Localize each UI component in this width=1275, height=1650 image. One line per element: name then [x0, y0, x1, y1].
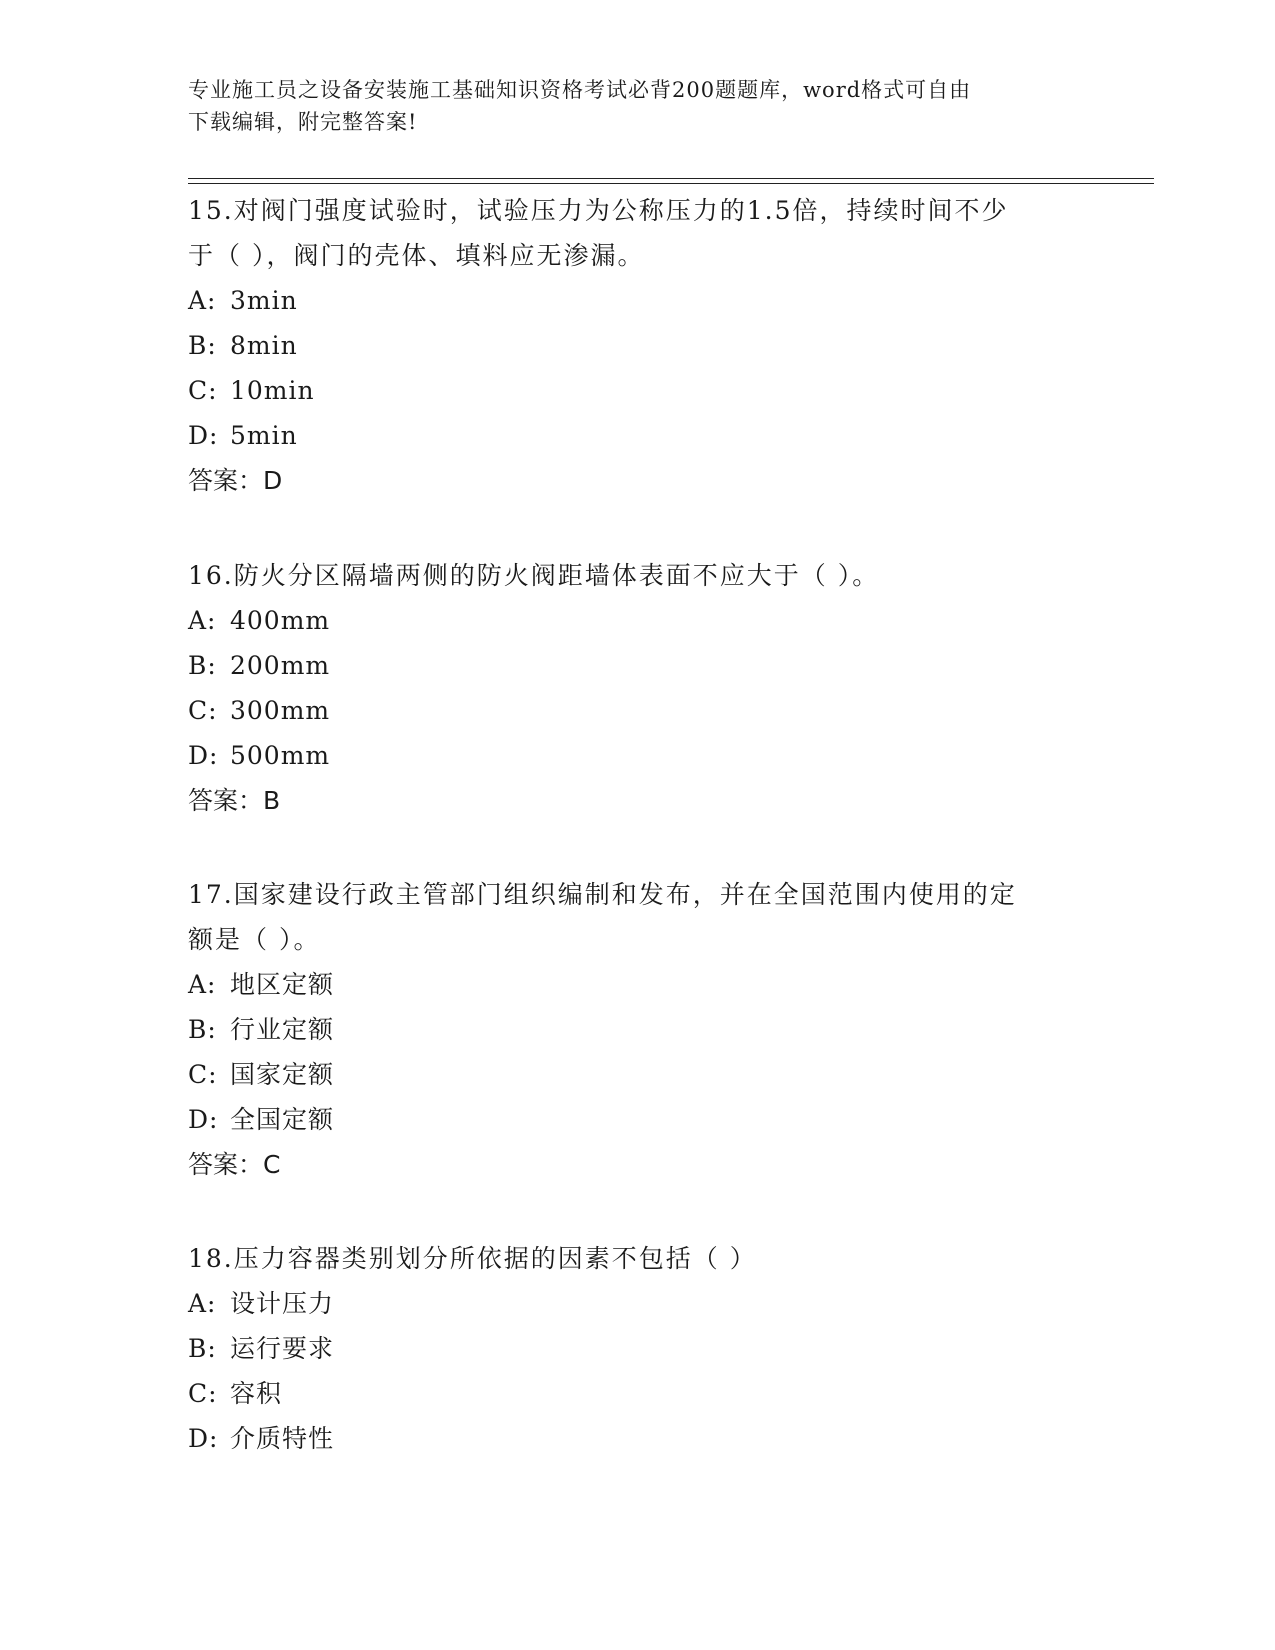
option-letter: A: [188, 606, 217, 635]
option-text: 设计压力 [230, 1289, 335, 1318]
question-text-line-2: 于（ ），阀门的壳体、填料应无渗漏。 [188, 241, 645, 270]
option-letter: D: [188, 421, 219, 450]
option-letter: B: [188, 331, 217, 360]
option-letter: A: [188, 970, 217, 999]
option-b [188, 643, 1088, 688]
option-letter: D: [188, 741, 219, 770]
option-a [188, 962, 1088, 1007]
question-text-line-1: 15.对阀门强度试验时，试验压力为公称压力的1.5倍，持续时间不少 [188, 196, 1009, 225]
question-text [188, 553, 1088, 598]
question-text-line-2: 额是（ ）。 [188, 925, 321, 954]
header-line-1: 专业施工员之设备安装施工基础知识资格考试必背200题题库，word格式可自由 [188, 78, 972, 102]
option-text: 介质特性 [230, 1424, 335, 1453]
header-line-2: 下载编辑，附完整答案! [188, 110, 418, 134]
option-d [188, 413, 1088, 458]
option-text: 全国定额 [230, 1105, 335, 1134]
document-header [188, 74, 1068, 138]
option-text: 500mm [230, 741, 331, 770]
option-letter: C: [188, 1060, 218, 1089]
option-text: 8min [230, 331, 298, 360]
question-text [188, 188, 1088, 278]
option-letter: B: [188, 1334, 217, 1363]
option-text: 地区定额 [230, 970, 335, 999]
option-a [188, 598, 1088, 643]
option-c [188, 688, 1088, 733]
question-16 [188, 553, 1088, 823]
option-letter: C: [188, 1379, 218, 1408]
option-text: 国家定额 [230, 1060, 335, 1089]
option-letter: A: [188, 1289, 217, 1318]
option-b [188, 323, 1088, 368]
option-text: 容积 [230, 1379, 283, 1408]
answer-line: 答案：D [188, 466, 283, 495]
option-letter: D: [188, 1105, 219, 1134]
option-letter: C: [188, 696, 218, 725]
question-17 [188, 872, 1088, 1187]
option-text: 10min [230, 376, 315, 405]
option-text: 3min [230, 286, 298, 315]
question-15 [188, 188, 1088, 503]
answer-line: 答案：C [188, 1150, 281, 1179]
option-c [188, 368, 1088, 413]
answer-line: 答案：B [188, 786, 281, 815]
option-letter: B: [188, 651, 217, 680]
option-d [188, 1416, 1088, 1461]
question-text-line-1: 16.防火分区隔墙两侧的防火阀距墙体表面不应大于（ ）。 [188, 561, 880, 590]
option-c [188, 1371, 1088, 1416]
option-text: 400mm [230, 606, 331, 635]
question-text-line-1: 18.压力容器类别划分所依据的因素不包括（ ） [188, 1244, 757, 1273]
option-text: 行业定额 [230, 1015, 335, 1044]
question-text [188, 1236, 1088, 1281]
option-a [188, 1281, 1088, 1326]
option-letter: D: [188, 1424, 219, 1453]
option-letter: B: [188, 1015, 217, 1044]
header-divider-bottom [188, 183, 1154, 184]
question-18 [188, 1236, 1088, 1461]
option-b [188, 1326, 1088, 1371]
question-text-line-1: 17.国家建设行政主管部门组织编制和发布，并在全国范围内使用的定 [188, 880, 1017, 909]
option-letter: A: [188, 286, 217, 315]
option-text: 300mm [230, 696, 331, 725]
option-d [188, 1097, 1088, 1142]
option-text: 运行要求 [230, 1334, 335, 1363]
header-divider-top [188, 178, 1154, 179]
option-text: 200mm [230, 651, 331, 680]
option-letter: C: [188, 376, 218, 405]
option-d [188, 733, 1088, 778]
option-c [188, 1052, 1088, 1097]
option-a [188, 278, 1088, 323]
option-b [188, 1007, 1088, 1052]
option-text: 5min [230, 421, 298, 450]
question-text [188, 872, 1088, 962]
